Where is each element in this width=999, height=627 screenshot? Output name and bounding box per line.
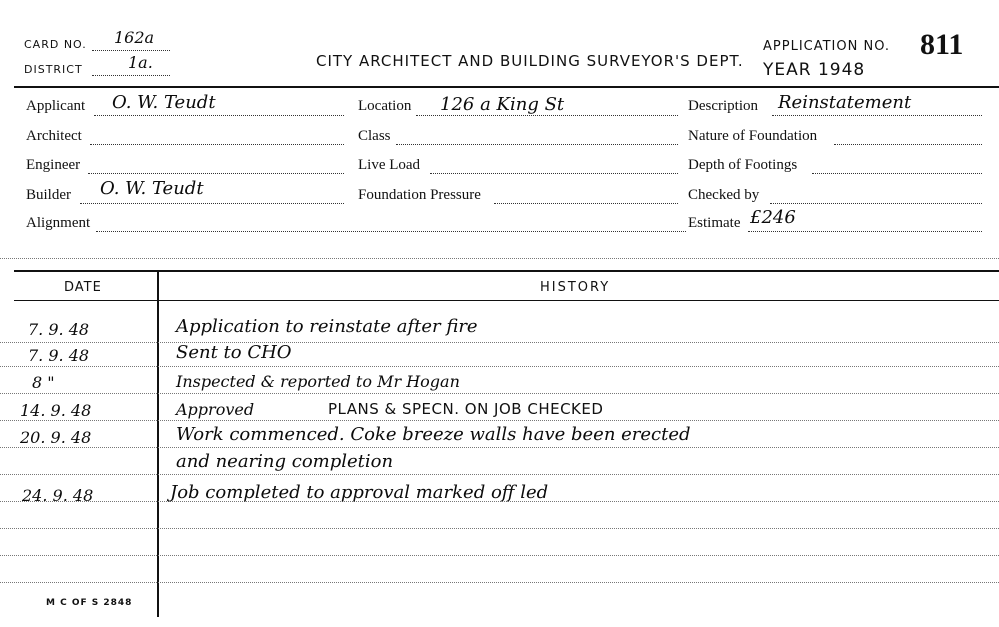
location-line <box>416 115 678 116</box>
architect-line <box>90 144 344 145</box>
live-load-label: Live Load <box>358 157 421 173</box>
history-date: 7. 9. 48 <box>28 320 90 339</box>
district-value: 1a. <box>128 53 153 72</box>
ruled-line <box>0 474 999 475</box>
foundation-pressure-line <box>494 203 678 204</box>
history-date: 24. 9. 48 <box>22 486 94 505</box>
header-rule <box>14 86 999 88</box>
history-header-rule <box>14 300 999 301</box>
history-text: Sent to CHO <box>176 342 292 363</box>
extra-line <box>0 258 999 259</box>
department-title: CITY ARCHITECT AND BUILDING SURVEYOR'S DEPT. <box>316 52 744 70</box>
estimate-label: Estimate <box>688 215 741 231</box>
ruled-line <box>0 447 999 448</box>
application-no-label: APPLICATION NO. <box>763 39 891 54</box>
estimate-line <box>748 231 982 232</box>
estimate-value: £246 <box>750 207 796 228</box>
checked-by-label: Checked by <box>688 187 760 203</box>
applicant-value: O. W. Teudt <box>112 92 216 113</box>
applicant-line <box>94 115 344 116</box>
ruled-line <box>0 420 999 421</box>
engineer-line <box>88 173 344 174</box>
foundation-pressure-label: Foundation Pressure <box>358 187 481 203</box>
nature-of-foundation-label: Nature of Foundation <box>688 128 818 144</box>
year-label: YEAR 1948 <box>763 60 866 80</box>
builder-label: Builder <box>26 187 71 203</box>
location-label: Location <box>358 98 412 114</box>
ruled-line <box>0 555 999 556</box>
live-load-line <box>430 173 678 174</box>
history-top-rule <box>14 270 999 272</box>
class-line <box>396 144 678 145</box>
location-value: 126 a King St <box>440 94 565 115</box>
alignment-line <box>96 231 686 232</box>
ruled-line <box>0 342 999 343</box>
card-no-label: CARD NO. <box>24 38 87 51</box>
history-text: Inspected & reported to Mr Hogan <box>176 372 460 391</box>
depth-of-footings-line <box>812 173 982 174</box>
builder-line <box>80 203 344 204</box>
card-no-line <box>92 50 170 51</box>
builder-value: O. W. Teudt <box>100 178 204 199</box>
engineer-label: Engineer <box>26 157 81 173</box>
depth-of-footings-label: Depth of Footings <box>688 157 798 173</box>
history-text: Job completed to approval marked off led <box>170 482 549 503</box>
applicant-label: Applicant <box>26 98 86 114</box>
ruled-line <box>0 528 999 529</box>
description-label: Description <box>688 98 758 114</box>
history-date: 7. 9. 48 <box>28 346 90 365</box>
nature-of-foundation-line <box>834 144 982 145</box>
application-no-value: 811 <box>920 28 964 61</box>
history-text: Work commenced. Coke breeze walls have been erected <box>176 424 691 445</box>
description-line <box>772 115 982 116</box>
architect-label: Architect <box>26 128 82 144</box>
history-date: 14. 9. 48 <box>20 401 92 420</box>
ruled-line <box>0 366 999 367</box>
district-line <box>92 75 170 76</box>
date-column-divider <box>157 272 159 617</box>
plans-checked-stamp: PLANS & SPECN. ON JOB CHECKED <box>328 400 604 418</box>
checked-by-line <box>770 203 982 204</box>
description-value: Reinstatement <box>778 92 912 113</box>
district-label: DISTRICT <box>24 63 83 76</box>
date-header: DATE <box>64 280 102 295</box>
history-text: Application to reinstate after fire <box>176 316 478 337</box>
ruled-line <box>0 393 999 394</box>
history-date: 8 " <box>32 373 55 392</box>
history-text: Approved <box>176 400 255 419</box>
class-label: Class <box>358 128 391 144</box>
history-date: 20. 9. 48 <box>20 428 92 447</box>
history-header: HISTORY <box>540 280 611 295</box>
card-no-value: 162a <box>114 28 155 47</box>
alignment-label: Alignment <box>26 215 91 231</box>
form-code: M C OF S 2848 <box>46 598 133 608</box>
ruled-line <box>0 582 999 583</box>
history-text: and nearing completion <box>176 451 394 472</box>
